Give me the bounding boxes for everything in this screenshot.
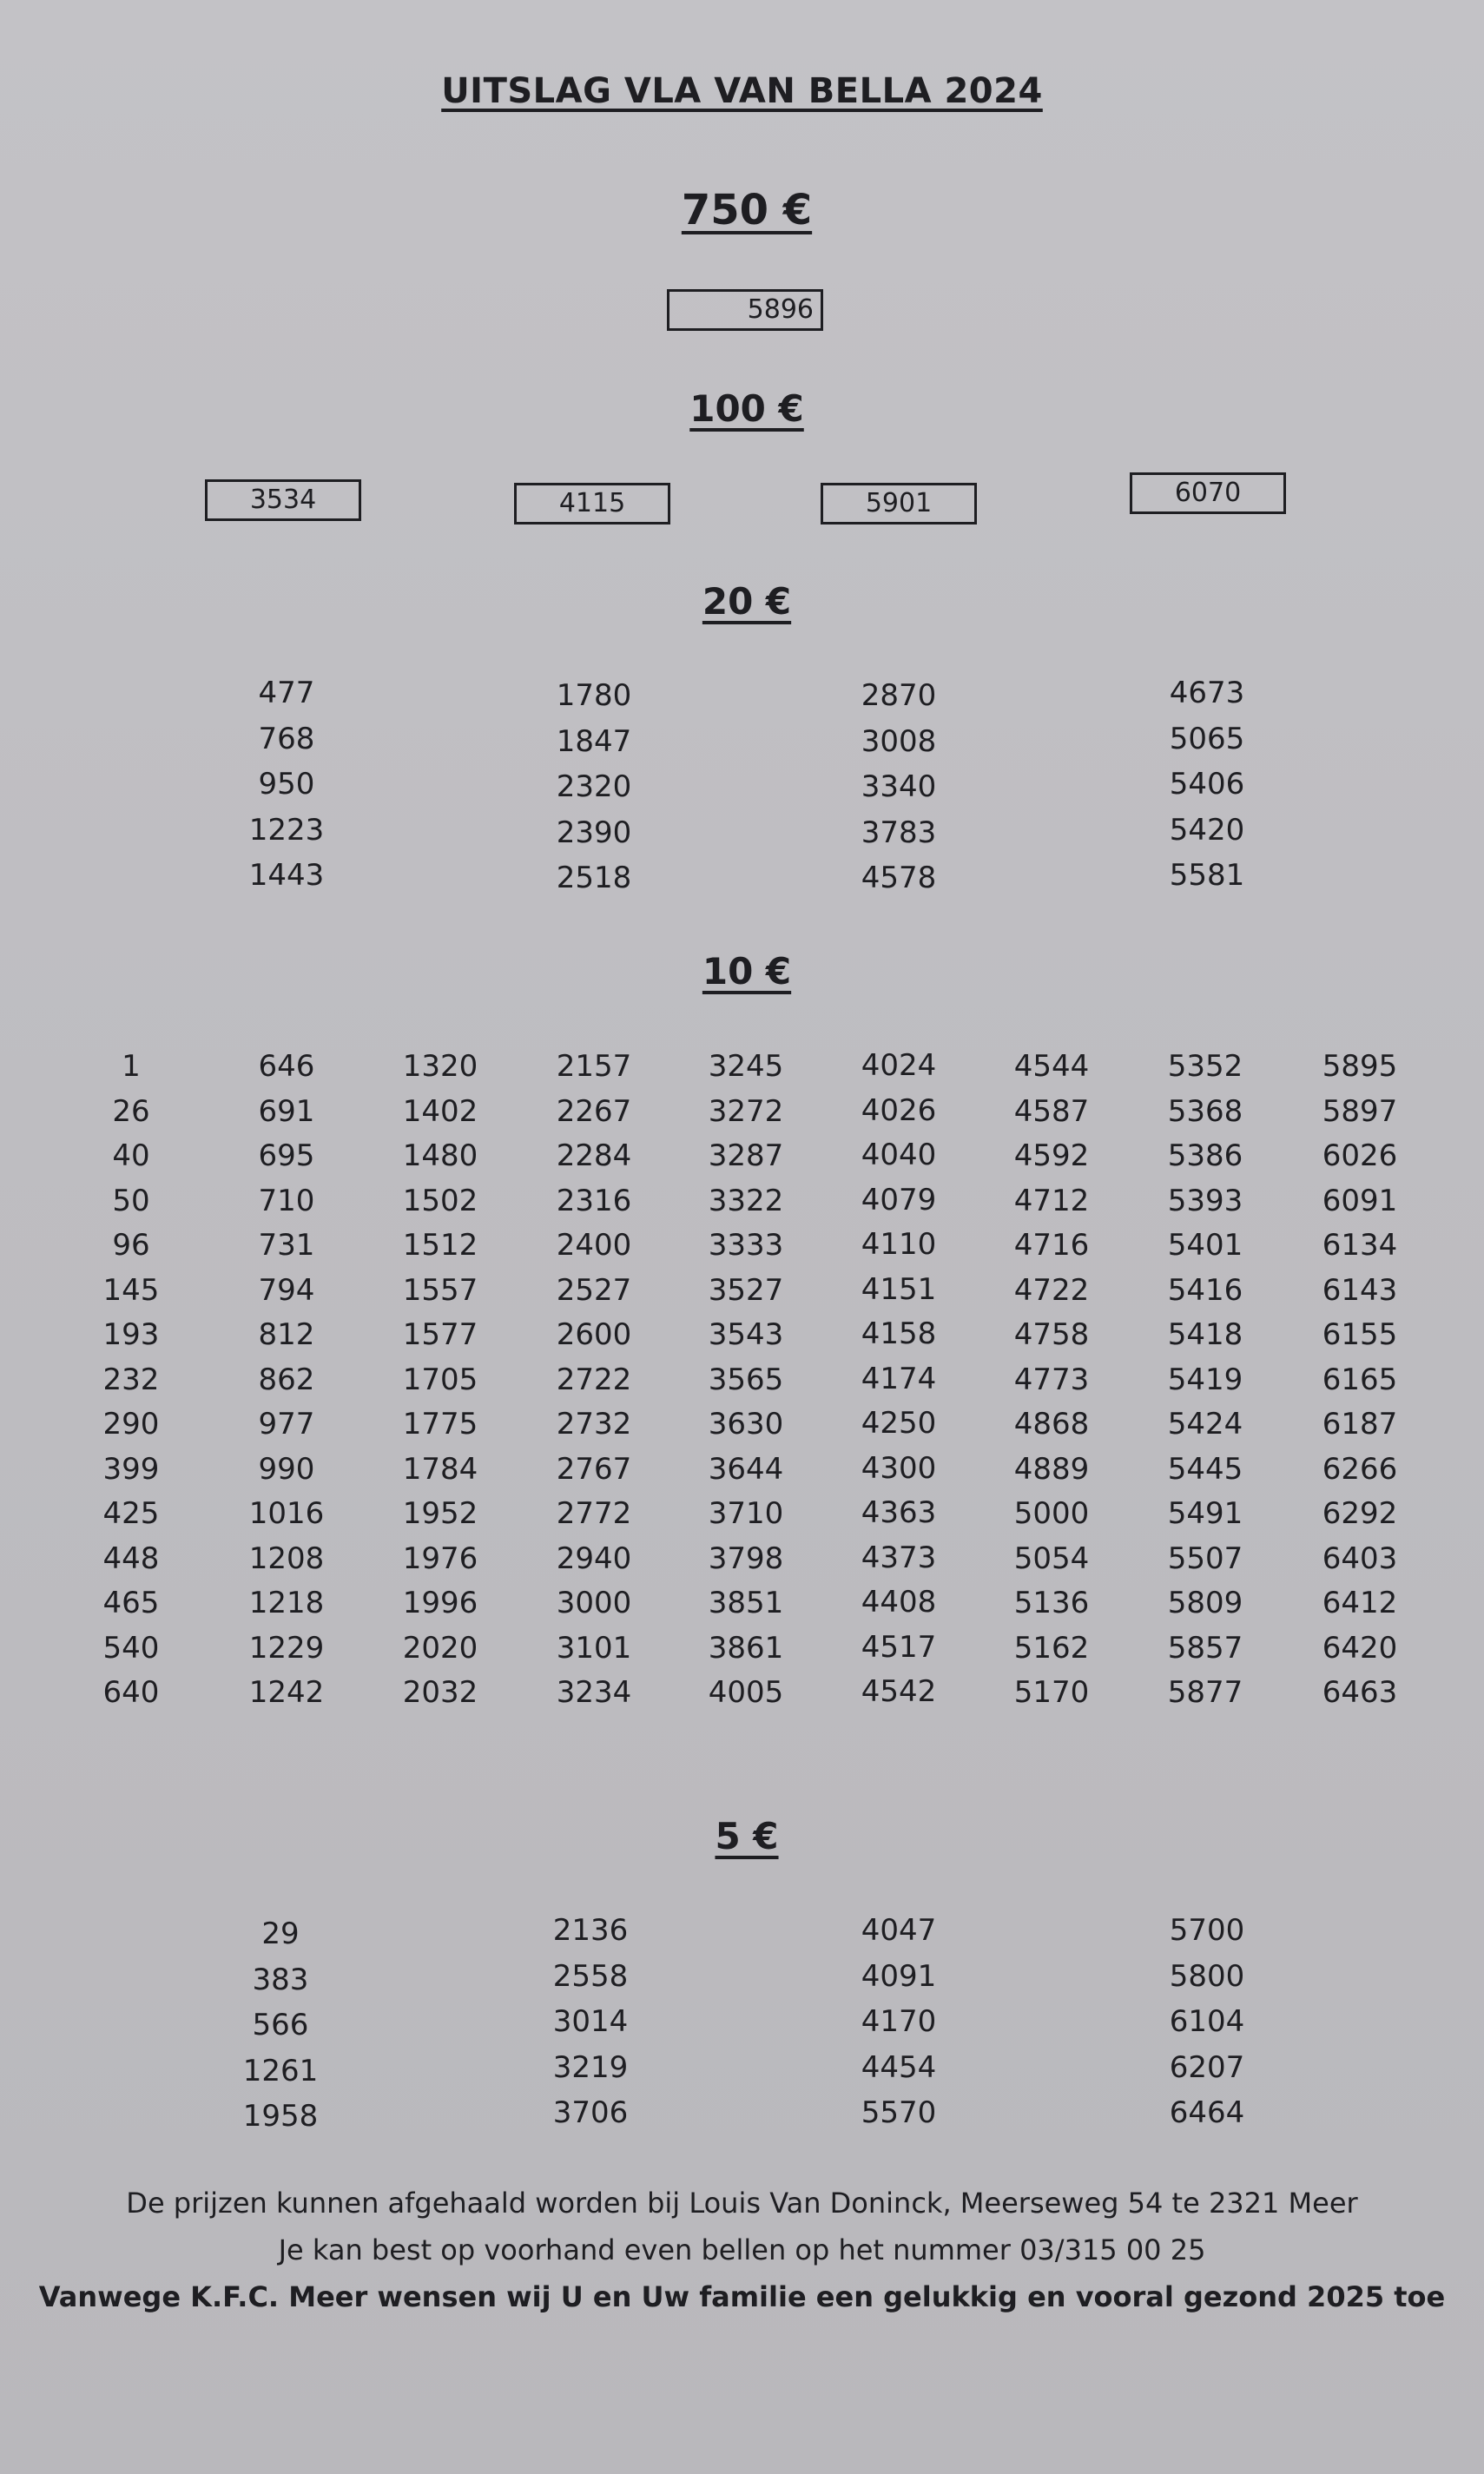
winning-number: 5895 <box>1322 1049 1398 1084</box>
winning-number: 731 <box>258 1228 315 1263</box>
winning-number: 40 <box>112 1138 150 1173</box>
winning-number: 4005 <box>708 1675 784 1710</box>
winning-number: 3333 <box>708 1228 784 1263</box>
winning-number: 5700 <box>1169 1913 1245 1948</box>
winning-number: 1512 <box>402 1228 478 1263</box>
greeting: Vanwege K.F.C. Meer wensen wij U en Uw familie een gelukkig en vooral gezond 2025 toe <box>38 2280 1446 2313</box>
number-column <box>524 673 663 901</box>
winning-number: 5352 <box>1167 1049 1243 1084</box>
winning-number: 383 <box>252 1962 309 1997</box>
winning-number: 5857 <box>1167 1630 1243 1666</box>
winning-number: 6403 <box>1322 1540 1398 1576</box>
winning-number: 3234 <box>556 1675 632 1710</box>
winning-number: 5000 <box>1013 1496 1090 1531</box>
winning-number: 4040 <box>861 1138 937 1172</box>
winning-number: 3340 <box>861 769 937 804</box>
winning-number: 1847 <box>556 723 632 759</box>
winning-number: 6155 <box>1322 1317 1398 1352</box>
winning-number: 3527 <box>708 1272 784 1308</box>
winning-number: 2527 <box>556 1272 632 1308</box>
winning-number: 1502 <box>402 1183 478 1218</box>
winning-number-750: 5896 <box>667 289 823 331</box>
winning-number: 5424 <box>1167 1407 1243 1442</box>
winning-number: 2390 <box>556 815 632 850</box>
winning-number: 6165 <box>1322 1362 1398 1397</box>
winning-number: 646 <box>258 1049 315 1084</box>
winning-number: 4026 <box>861 1092 937 1128</box>
winning-number: 2772 <box>556 1496 632 1531</box>
number-column <box>1138 1908 1276 2136</box>
winning-number: 1208 <box>248 1540 325 1576</box>
winning-number: 4047 <box>861 1913 937 1948</box>
winning-number: 2767 <box>556 1451 632 1487</box>
winning-number: 1784 <box>402 1451 478 1487</box>
winning-number: 4300 <box>861 1450 937 1486</box>
winning-number: 3322 <box>708 1183 784 1218</box>
winning-number: 6463 <box>1322 1675 1398 1710</box>
winning-number: 4673 <box>1169 676 1245 710</box>
prize-heading-20: 20 € <box>702 580 792 623</box>
winning-number: 1223 <box>248 812 325 848</box>
winning-number: 3798 <box>708 1540 784 1576</box>
winning-number: 4408 <box>861 1585 937 1620</box>
prize-heading-10: 10 € <box>702 950 792 993</box>
winning-number: 3101 <box>556 1630 632 1666</box>
winning-number: 4592 <box>1013 1138 1090 1173</box>
winning-number: 2722 <box>556 1362 632 1397</box>
winning-number: 1958 <box>242 2099 319 2134</box>
winning-number: 4454 <box>861 2049 937 2085</box>
winning-number: 5368 <box>1167 1093 1243 1129</box>
winning-number: 5136 <box>1013 1586 1090 1620</box>
winning-number: 2518 <box>556 861 632 895</box>
winning-number: 3783 <box>861 815 937 850</box>
winning-number: 862 <box>258 1362 315 1397</box>
page-title: UITSLAG VLA VAN BELLA 2024 <box>441 71 1043 111</box>
winning-number: 4868 <box>1013 1407 1090 1442</box>
winning-number: 2284 <box>556 1138 632 1173</box>
winning-number: 3014 <box>552 2004 629 2039</box>
number-column <box>829 673 968 901</box>
winning-number: 1775 <box>402 1407 478 1442</box>
winning-number: 1261 <box>242 2053 319 2088</box>
winning-number: 3861 <box>708 1630 784 1666</box>
winning-number: 6207 <box>1169 2049 1245 2085</box>
winning-number: 5401 <box>1167 1228 1243 1263</box>
winning-number: 5386 <box>1167 1138 1243 1173</box>
winning-number: 465 <box>102 1586 160 1620</box>
winning-number: 2400 <box>556 1228 632 1263</box>
winning-number: 5420 <box>1169 812 1245 848</box>
winning-number: 566 <box>252 2008 309 2042</box>
winning-number: 5445 <box>1167 1451 1243 1487</box>
winning-number: 5507 <box>1167 1540 1243 1576</box>
phone-info: Je kan best op voorhand even bellen op het nummer 03/315 00 25 <box>278 2233 1206 2266</box>
winning-number: 4517 <box>861 1629 937 1665</box>
winning-number: 3543 <box>708 1317 784 1352</box>
winning-number: 4544 <box>1013 1049 1090 1084</box>
winning-number: 2940 <box>556 1540 632 1576</box>
winning-number: 4758 <box>1013 1317 1090 1352</box>
winning-number: 193 <box>102 1317 160 1352</box>
winning-number: 3644 <box>708 1451 784 1487</box>
winning-number: 977 <box>258 1407 315 1442</box>
winning-number: 1229 <box>248 1630 325 1666</box>
winning-number: 5406 <box>1169 767 1245 802</box>
winning-number: 29 <box>261 1917 300 1951</box>
winning-number: 1780 <box>556 678 632 713</box>
number-column <box>829 1044 968 1715</box>
winning-number: 4110 <box>861 1227 937 1262</box>
winning-number: 26 <box>112 1093 150 1129</box>
winning-number: 4158 <box>861 1316 937 1351</box>
winning-number: 1218 <box>248 1586 325 1620</box>
number-column <box>829 1908 968 2136</box>
winning-number: 477 <box>258 676 315 710</box>
winning-number: 4587 <box>1013 1093 1090 1129</box>
winning-number: 768 <box>258 721 315 756</box>
prize-heading-5: 5 € <box>715 1815 779 1857</box>
winning-number: 96 <box>112 1228 150 1263</box>
winning-number: 448 <box>102 1540 160 1576</box>
winning-number: 990 <box>258 1451 315 1487</box>
number-column <box>521 1908 660 2136</box>
winning-number: 1242 <box>248 1675 325 1710</box>
number-column <box>62 1045 201 1716</box>
winning-number: 5491 <box>1167 1496 1243 1531</box>
winning-number: 710 <box>258 1183 315 1218</box>
number-column <box>1290 1045 1429 1716</box>
number-column <box>211 1911 350 2140</box>
winning-number: 5809 <box>1167 1586 1243 1620</box>
winning-number: 5570 <box>861 2095 937 2130</box>
winning-number: 6420 <box>1322 1630 1398 1666</box>
winning-number: 6091 <box>1322 1183 1398 1218</box>
number-column <box>676 1045 815 1716</box>
winning-number: 3219 <box>552 2049 629 2085</box>
winning-number: 1320 <box>402 1049 478 1084</box>
winning-number: 4716 <box>1013 1228 1090 1263</box>
winning-number: 2870 <box>861 678 937 713</box>
pickup-info: De prijzen kunnen afgehaald worden bij Louis Van Doninck, Meerseweg 54 te 2321 Meer <box>126 2187 1358 2220</box>
winning-number: 540 <box>102 1630 160 1666</box>
winning-number: 3565 <box>708 1362 784 1397</box>
winning-number: 1016 <box>248 1496 325 1531</box>
winning-number: 290 <box>102 1407 160 1442</box>
winning-number: 5897 <box>1322 1093 1398 1129</box>
winning-number: 2732 <box>556 1407 632 1442</box>
winning-number: 6412 <box>1322 1586 1398 1620</box>
winning-number: 5581 <box>1169 858 1245 893</box>
winning-number: 5877 <box>1167 1675 1243 1710</box>
winning-number-100: 5901 <box>821 483 977 524</box>
winning-number: 1557 <box>402 1272 478 1308</box>
winning-number: 5416 <box>1167 1272 1243 1308</box>
winning-number: 50 <box>112 1183 150 1218</box>
winning-number: 1577 <box>402 1317 478 1352</box>
winning-number: 3630 <box>708 1407 784 1442</box>
winning-number-100: 3534 <box>205 479 361 521</box>
winning-number: 2316 <box>556 1183 632 1218</box>
prize-heading-100: 100 € <box>689 387 804 430</box>
winning-number: 2157 <box>556 1049 632 1084</box>
number-column <box>982 1045 1121 1716</box>
winning-number: 4174 <box>861 1361 937 1396</box>
winning-number: 425 <box>102 1496 160 1531</box>
winning-number: 3008 <box>861 723 937 759</box>
winning-number: 3272 <box>708 1093 784 1129</box>
winning-number: 4250 <box>861 1406 937 1441</box>
winning-number: 1402 <box>402 1093 478 1129</box>
winning-number: 4712 <box>1013 1183 1090 1218</box>
winning-number: 2032 <box>402 1675 478 1710</box>
winning-number: 5418 <box>1167 1317 1243 1352</box>
winning-number: 4024 <box>861 1048 937 1083</box>
winning-number: 640 <box>102 1675 160 1710</box>
winning-number: 812 <box>258 1317 315 1352</box>
winning-number: 5054 <box>1013 1540 1090 1576</box>
winning-number: 4578 <box>861 861 937 895</box>
winning-number: 1976 <box>402 1540 478 1576</box>
winning-number: 2558 <box>552 1958 629 1994</box>
winning-number: 4722 <box>1013 1272 1090 1308</box>
winning-number: 2600 <box>556 1317 632 1352</box>
winning-number: 1996 <box>402 1586 478 1620</box>
number-column <box>371 1045 510 1716</box>
number-column <box>1138 670 1276 899</box>
winning-number-100: 4115 <box>514 483 670 524</box>
winning-number: 1952 <box>402 1496 478 1531</box>
winning-number: 6143 <box>1322 1272 1398 1308</box>
winning-number: 1480 <box>402 1138 478 1173</box>
winning-number: 399 <box>102 1451 160 1487</box>
number-column <box>217 1045 356 1716</box>
winning-number: 4151 <box>861 1271 937 1307</box>
winning-number: 3245 <box>708 1049 784 1084</box>
winning-number: 5162 <box>1013 1630 1090 1666</box>
winning-number: 6292 <box>1322 1496 1398 1531</box>
winning-number: 3851 <box>708 1586 784 1620</box>
winning-number: 3710 <box>708 1496 784 1531</box>
winning-number: 2267 <box>556 1093 632 1129</box>
winning-number: 6187 <box>1322 1407 1398 1442</box>
winning-number: 2136 <box>552 1913 629 1948</box>
winning-number: 2320 <box>556 769 632 804</box>
winning-number: 5800 <box>1169 1958 1245 1994</box>
winning-number: 1705 <box>402 1362 478 1397</box>
winning-number: 4773 <box>1013 1362 1090 1397</box>
winning-number: 5065 <box>1169 721 1245 756</box>
winning-number: 6026 <box>1322 1138 1398 1173</box>
winning-number: 2020 <box>402 1630 478 1666</box>
winning-number: 6104 <box>1169 2004 1245 2039</box>
winning-number: 5419 <box>1167 1362 1243 1397</box>
winning-number: 695 <box>258 1138 315 1173</box>
winning-number: 6266 <box>1322 1451 1398 1487</box>
winning-number: 4373 <box>861 1540 937 1575</box>
winning-number: 6134 <box>1322 1228 1398 1263</box>
number-column <box>1136 1045 1275 1716</box>
winning-number: 794 <box>258 1272 315 1308</box>
winning-number: 5170 <box>1013 1675 1090 1710</box>
winning-number: 4170 <box>861 2004 937 2039</box>
winning-number-100: 6070 <box>1130 472 1286 514</box>
winning-number: 1443 <box>248 858 325 893</box>
winning-number: 4889 <box>1013 1451 1090 1487</box>
winning-number: 145 <box>102 1272 160 1308</box>
prize-heading-750: 750 € <box>681 186 813 234</box>
winning-number: 3706 <box>552 2095 629 2130</box>
winning-number: 6464 <box>1169 2095 1245 2130</box>
number-column <box>524 1045 663 1716</box>
winning-number: 3000 <box>556 1586 632 1620</box>
winning-number: 1 <box>122 1049 141 1084</box>
winning-number: 4363 <box>861 1495 937 1530</box>
winning-number: 232 <box>102 1362 160 1397</box>
winning-number: 691 <box>258 1093 315 1129</box>
winning-number: 950 <box>258 767 315 802</box>
winning-number: 4091 <box>861 1958 937 1994</box>
winning-number: 4542 <box>861 1674 937 1709</box>
winning-number: 5393 <box>1167 1183 1243 1218</box>
winning-number: 3287 <box>708 1138 784 1173</box>
number-column <box>217 670 356 899</box>
winning-number: 4079 <box>861 1182 937 1217</box>
